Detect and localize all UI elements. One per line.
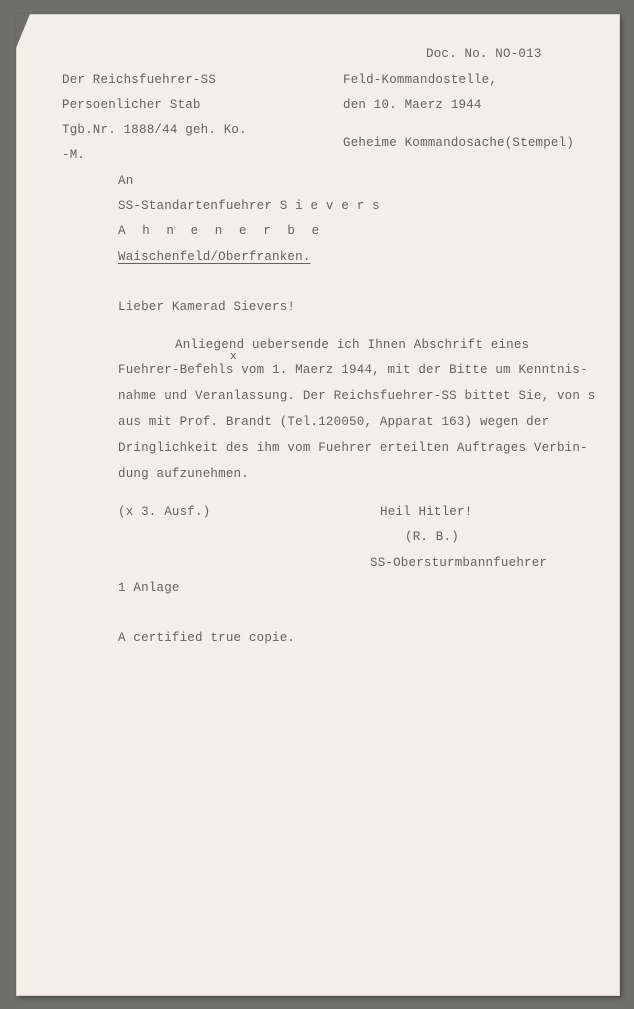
sender-line-2: Persoenlicher Stab [62,98,201,112]
insertion-mark: x [230,351,237,363]
document-page [16,14,620,996]
sender-line-1: Der Reichsfuehrer-SS [62,73,217,87]
location-line: Feld-Kommandostelle, [343,73,498,87]
document-number: Doc. No. NO-013 [426,47,542,61]
copies-note: (x 3. Ausf.) [118,505,211,519]
sender-reference-number: Tgb.Nr. 1888/44 geh. Ko. [62,123,247,137]
signature-initials: (R. B.) [405,530,459,544]
signatory-rank: SS-Obersturmbannfuehrer [370,556,548,570]
body-line-6: dung aufzunehmen. [118,467,249,481]
body-line-1: Anliegend uebersende ich Ihnen Abschrift eines [175,338,530,352]
body-line-2: Fuehrer-Befehls vom 1. Maerz 1944, mit der Bitte um Kenntnis- [118,363,588,377]
closing-greeting: Heil Hitler! [380,505,473,519]
recipient-an: An [118,174,134,188]
classification-stamp: Geheime Kommandosache(Stempel) [343,136,575,150]
salutation: Lieber Kamerad Sievers! [118,300,296,314]
certification-note: A certified true copie. [118,631,296,645]
sender-line-4: -M. [62,148,86,162]
body-line-3: nahme und Veranlassung. Der Reichsfuehrer-SS bittet Sie, von s [118,389,596,403]
body-line-5: Dringlichkeit des ihm vom Fuehrer erteilten Auftrages Verbin- [118,441,588,455]
body-line-4: aus mit Prof. Brandt (Tel.120050, Apparat 163) wegen der [118,415,550,429]
folded-corner [16,14,30,48]
enclosure-note: 1 Anlage [118,581,180,595]
recipient-name: SS-Standartenfuehrer S i e v e r s [118,199,380,213]
date-line: den 10. Maerz 1944 [343,98,482,112]
recipient-city: Waischenfeld/Oberfranken. [118,250,311,264]
recipient-organization: A h n e n e r b e [118,224,324,238]
